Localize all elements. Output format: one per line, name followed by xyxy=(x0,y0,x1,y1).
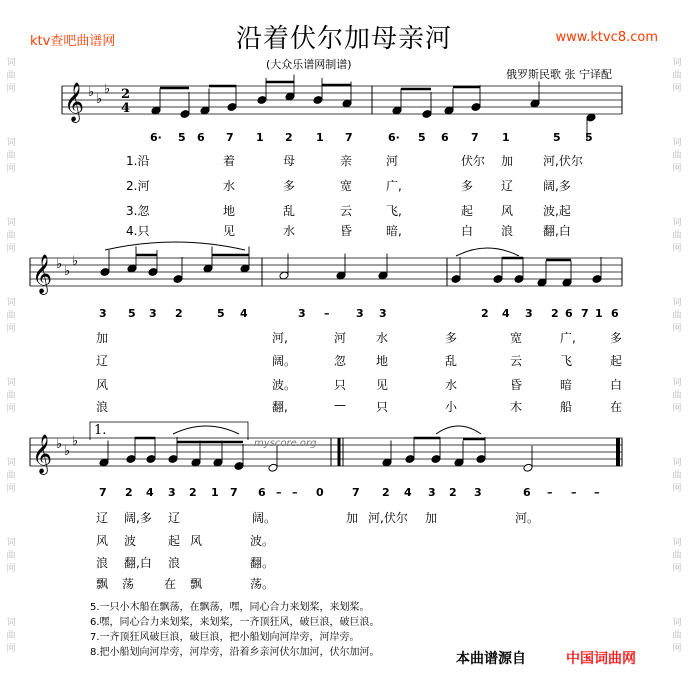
jianpu-note: 6 xyxy=(611,307,619,320)
lyric-syllable: 浪 xyxy=(501,224,514,238)
side-watermark-char: 曲 xyxy=(672,151,682,161)
jianpu-note: 2 xyxy=(285,131,293,144)
lyric-syllable: 阔,多 xyxy=(124,511,152,525)
jianpu-note: 5 xyxy=(217,307,225,320)
jianpu-note: 5 xyxy=(553,131,561,144)
lyric-syllable: 宽 xyxy=(340,179,353,193)
jianpu-note: 5 xyxy=(178,131,186,144)
jianpu-note: 6· xyxy=(388,131,400,144)
jianpu-note: 3 xyxy=(99,307,107,320)
lyric-syllable: 加 xyxy=(96,331,109,345)
lyric-syllable: 荡。 xyxy=(250,577,275,591)
side-watermark-char: 曲 xyxy=(672,551,682,561)
lyric-syllable: 宽 xyxy=(510,331,523,345)
jianpu-note: 7 xyxy=(471,131,479,144)
time-signature-digit: 2 xyxy=(121,87,131,102)
jianpu-note: 7 xyxy=(352,486,360,499)
jianpu-note: 3 xyxy=(525,307,533,320)
side-watermark-char: 词 xyxy=(672,538,682,548)
flat-sign: ♭ xyxy=(64,264,71,279)
jianpu-note: 2 xyxy=(175,307,183,320)
verse-line: 6.嘿，同心合力来划桨，来划桨，一齐顶狂风，破巨浪，破巨浪。 xyxy=(90,617,380,628)
lyric-syllable: 水 xyxy=(376,331,389,345)
score-domain-watermark: myscore.org xyxy=(254,438,317,449)
lyric-syllable: 多 xyxy=(610,331,623,345)
jianpu-note: 5 xyxy=(418,131,426,144)
lyric-syllable: 暗, xyxy=(386,224,402,238)
side-watermark-char: 曲 xyxy=(6,471,16,481)
lyric-syllable: 飞, xyxy=(386,204,402,218)
side-watermark-char: 曲 xyxy=(6,71,16,81)
flat-sign: ♭ xyxy=(72,254,79,269)
side-watermark-char: 网 xyxy=(6,564,16,574)
lyric-syllable: 云 xyxy=(340,204,353,218)
jianpu-note: 2 xyxy=(125,486,133,499)
note-head xyxy=(168,455,178,464)
lyric-syllable: 辽 xyxy=(168,511,181,525)
lyric-syllable: — xyxy=(334,398,346,412)
side-watermark-char: 曲 xyxy=(672,231,682,241)
side-watermark-char: 网 xyxy=(672,84,682,94)
lyric-syllable: 白 xyxy=(461,224,474,238)
side-watermark-char: 词 xyxy=(6,378,16,388)
lyric-syllable: 小 xyxy=(445,400,458,414)
lyric-syllable: 荡 xyxy=(122,577,135,591)
lyric-syllable: 风 xyxy=(96,534,109,548)
lyric-syllable: 暗 xyxy=(560,378,573,392)
side-watermark-char: 词 xyxy=(672,378,682,388)
lyric-syllable: 水 xyxy=(223,179,236,193)
lyric-syllable: 地 xyxy=(223,204,236,218)
treble-clef: 𝄞 xyxy=(32,434,53,474)
side-watermark-char: 网 xyxy=(672,164,682,174)
side-watermark-char: 曲 xyxy=(6,151,16,161)
jianpu-note: 3 xyxy=(379,307,387,320)
side-watermark-char: 网 xyxy=(672,324,682,334)
lyric-syllable: 加 xyxy=(501,154,514,168)
lyric-syllable: 翻。 xyxy=(250,556,275,570)
jianpu-note: 1 xyxy=(595,307,603,320)
lyric-syllable: 起 xyxy=(610,354,623,368)
verse-line: 8.把小船划向河岸旁，河岸旁，沿着乡亲河伏尔加河，伏尔加河。 xyxy=(90,647,380,658)
lyric-syllable: 河,伏尔 xyxy=(368,511,408,525)
lyric-syllable: 1.沿 xyxy=(126,154,150,168)
lyric-syllable: 飞 xyxy=(560,354,573,368)
jianpu-note: 6 xyxy=(258,486,266,499)
lyric-syllable: 浪 xyxy=(96,556,109,570)
jianpu-note: 3 xyxy=(428,486,436,499)
note-head xyxy=(451,275,461,284)
note-head xyxy=(514,275,524,284)
jianpu-note: 0 xyxy=(316,486,324,499)
lyric-syllable: 多 xyxy=(283,179,296,193)
lyric-syllable: 辽 xyxy=(96,354,109,368)
jianpu-note: 6 xyxy=(197,131,205,144)
side-watermark-char: 网 xyxy=(6,324,16,334)
side-watermark-char: 词 xyxy=(672,618,682,628)
source-site: 中国词曲网 xyxy=(566,651,636,667)
jianpu-note: – xyxy=(276,486,282,499)
lyric-syllable: 多 xyxy=(461,179,474,193)
lyric-syllable: 翻, xyxy=(272,400,288,414)
jianpu-note: 5 xyxy=(585,131,593,144)
lyric-syllable: 乱 xyxy=(283,204,296,218)
side-watermark-char: 网 xyxy=(6,644,16,654)
jianpu-note: 3 xyxy=(474,486,482,499)
side-watermark-char: 词 xyxy=(672,458,682,468)
side-watermark-char: 曲 xyxy=(6,231,16,241)
lyric-syllable: 3.忽 xyxy=(126,204,150,218)
flat-sign: ♭ xyxy=(96,92,103,107)
lyric-syllable: 起 xyxy=(168,534,181,548)
side-watermark-char: 曲 xyxy=(6,311,16,321)
jianpu-note: 1 xyxy=(502,131,510,144)
side-watermark-char: 曲 xyxy=(672,471,682,481)
lyric-syllable: 地 xyxy=(376,354,389,368)
jianpu-note: – xyxy=(292,486,298,499)
note-head xyxy=(234,462,244,471)
side-watermark-char: 词 xyxy=(6,458,16,468)
side-watermark-char: 网 xyxy=(6,84,16,94)
lyric-syllable: 翻,白 xyxy=(124,556,152,570)
lyric-syllable: 船 xyxy=(560,400,573,414)
jianpu-note: 2 xyxy=(382,486,390,499)
note-head xyxy=(493,275,503,284)
lyric-syllable: 阔。 xyxy=(272,354,297,368)
site-name-left: ktv查吧曲谱网 xyxy=(30,34,116,49)
jianpu-note: 6· xyxy=(150,131,162,144)
side-watermark-char: 曲 xyxy=(6,391,16,401)
side-watermark-char: 曲 xyxy=(672,391,682,401)
lyric-syllable: 白 xyxy=(610,378,623,392)
jianpu-note: 3 xyxy=(168,486,176,499)
lyric-syllable: 加 xyxy=(346,511,359,525)
note-head xyxy=(180,110,190,119)
slur xyxy=(105,242,245,250)
side-watermark-char: 词 xyxy=(6,218,16,228)
jianpu-note: – xyxy=(547,486,553,499)
side-watermark-char: 网 xyxy=(6,484,16,494)
side-watermark-char: 网 xyxy=(672,244,682,254)
note-head xyxy=(592,275,602,284)
song-credit: 俄罗斯民歌 张 宁译配 xyxy=(506,68,612,81)
jianpu-note: 2 xyxy=(189,486,197,499)
lyric-syllable: 4.只 xyxy=(126,224,150,238)
lyric-syllable: 水 xyxy=(445,378,458,392)
lyric-syllable: 翻,白 xyxy=(543,224,571,238)
flat-sign: ♭ xyxy=(64,444,71,459)
jianpu-note: 1 xyxy=(211,486,219,499)
note-head xyxy=(405,455,415,464)
lyric-syllable: 在 xyxy=(610,400,623,414)
lyric-syllable: 亲 xyxy=(340,154,353,168)
lyric-syllable: 忽 xyxy=(334,354,347,368)
note-head xyxy=(126,455,136,464)
lyric-syllable: 浪 xyxy=(96,400,109,414)
lyric-syllable: 波。 xyxy=(250,534,275,548)
flat-sign: ♭ xyxy=(56,437,63,452)
note-head xyxy=(173,275,183,284)
lyric-syllable: 风 xyxy=(501,204,514,218)
lyric-syllable: 多 xyxy=(445,331,458,345)
side-watermark-char: 词 xyxy=(672,298,682,308)
flat-sign: ♭ xyxy=(104,82,111,97)
lyric-syllable: 见 xyxy=(223,224,236,238)
lyric-syllable: 飘 xyxy=(96,577,109,591)
lyric-syllable: 阔,多 xyxy=(543,179,571,193)
lyric-syllable: 波,起 xyxy=(543,204,571,218)
lyric-syllable: 河 xyxy=(334,331,347,345)
lyric-syllable: 浪 xyxy=(168,556,181,570)
side-watermark-char: 网 xyxy=(6,244,16,254)
side-watermark-char: 词 xyxy=(6,138,16,148)
jianpu-note: 7 xyxy=(345,131,353,144)
side-watermark-char: 网 xyxy=(6,164,16,174)
lyric-syllable: 只 xyxy=(376,400,389,414)
lyric-syllable: 云 xyxy=(510,354,523,368)
side-watermark-char: 网 xyxy=(672,644,682,654)
side-watermark-char: 曲 xyxy=(672,631,682,641)
flat-sign: ♭ xyxy=(88,85,95,100)
lyric-syllable: 辽 xyxy=(96,511,109,525)
flat-sign: ♭ xyxy=(56,257,63,272)
lyric-syllable: 2.河 xyxy=(126,179,150,193)
side-watermark-char: 词 xyxy=(672,138,682,148)
note-head xyxy=(476,455,486,464)
lyric-syllable: 风 xyxy=(190,534,203,548)
lyric-syllable: 水 xyxy=(283,224,296,238)
jianpu-note: 3 xyxy=(149,307,157,320)
jianpu-note: 6 xyxy=(565,307,573,320)
lyric-syllable: 阔。 xyxy=(252,511,277,525)
lyric-syllable: 伏尔 xyxy=(461,154,486,168)
lyric-syllable: 风 xyxy=(96,378,109,392)
note-head xyxy=(422,110,432,119)
lyric-syllable: 昏 xyxy=(510,378,523,392)
jianpu-note: 3 xyxy=(356,307,364,320)
note-head xyxy=(471,103,481,112)
lyric-syllable: 母 xyxy=(283,154,296,168)
lyric-syllable: 波 xyxy=(124,534,137,548)
treble-clef: 𝄞 xyxy=(32,254,53,294)
verse-line: 5.一只小木船在飘荡，在飘荡，嘿，同心合力来划桨，来划桨。 xyxy=(90,602,370,613)
jianpu-note: 7 xyxy=(226,131,234,144)
site-url-right: www.ktvc8.com xyxy=(555,30,658,45)
lyric-syllable: 河。 xyxy=(515,511,540,525)
side-watermark-char: 网 xyxy=(6,404,16,414)
jianpu-note: 1 xyxy=(316,131,324,144)
side-watermark-char: 词 xyxy=(6,298,16,308)
lyric-syllable: 广, xyxy=(560,331,576,345)
note-head xyxy=(257,96,267,105)
jianpu-note: 5 xyxy=(128,307,136,320)
jianpu-note: – xyxy=(571,486,577,499)
slur xyxy=(173,426,239,434)
jianpu-note: 2 xyxy=(551,307,559,320)
note-head xyxy=(431,455,441,464)
lyric-syllable: 河,伏尔 xyxy=(543,154,583,168)
time-signature-digit: 4 xyxy=(121,101,131,116)
lyric-syllable: 波。 xyxy=(272,378,297,392)
lyric-syllable: 辽 xyxy=(501,179,514,193)
jianpu-note: 7 xyxy=(581,307,589,320)
jianpu-note: 7 xyxy=(99,486,107,499)
treble-clef: 𝄞 xyxy=(64,82,85,122)
lyric-syllable: 乱 xyxy=(445,354,458,368)
verse-line: 7.一齐顶狂风破巨浪，破巨浪，把小船划向河岸旁，河岸旁。 xyxy=(90,632,360,643)
side-watermark-char: 词 xyxy=(672,218,682,228)
lyric-syllable: 只 xyxy=(334,378,347,392)
side-watermark-char: 曲 xyxy=(672,311,682,321)
note-head xyxy=(227,103,237,112)
lyric-syllable: 昏 xyxy=(340,224,353,238)
jianpu-note: 6 xyxy=(523,486,531,499)
volta-label: 1. xyxy=(94,423,107,438)
lyric-syllable: 飘 xyxy=(190,577,203,591)
jianpu-note: 4 xyxy=(404,486,412,499)
lyric-syllable: 在 xyxy=(164,577,177,591)
jianpu-note: 2 xyxy=(449,486,457,499)
flat-sign: ♭ xyxy=(72,434,79,449)
song-title: 沿着伏尔加母亲河 xyxy=(235,24,452,54)
note-head xyxy=(523,463,533,472)
jianpu-note: – xyxy=(324,307,330,320)
volta-bracket xyxy=(90,422,248,440)
jianpu-note: 7 xyxy=(230,486,238,499)
jianpu-note: 4 xyxy=(502,307,510,320)
side-watermark-char: 网 xyxy=(672,484,682,494)
note-head xyxy=(148,268,158,277)
slur xyxy=(436,426,481,434)
note-head xyxy=(268,463,278,472)
side-watermark-char: 词 xyxy=(6,618,16,628)
jianpu-note: 2 xyxy=(481,307,489,320)
score-subtitle: (大众乐谱网制谱) xyxy=(266,58,352,71)
slur xyxy=(456,248,519,256)
side-watermark-char: 曲 xyxy=(672,71,682,81)
side-watermark-char: 网 xyxy=(672,564,682,574)
lyric-syllable: 见 xyxy=(376,378,389,392)
side-watermark-char: 词 xyxy=(672,58,682,68)
note-head xyxy=(100,268,110,277)
lyric-syllable: 木 xyxy=(510,400,523,414)
jianpu-note: 1 xyxy=(256,131,264,144)
jianpu-note: – xyxy=(594,486,600,499)
side-watermark-char: 曲 xyxy=(6,631,16,641)
jianpu-note: 4 xyxy=(146,486,154,499)
jianpu-note: 4 xyxy=(240,307,248,320)
note-head xyxy=(146,455,156,464)
lyric-syllable: 加 xyxy=(425,511,438,525)
lyric-syllable: 着 xyxy=(223,154,236,168)
side-watermark-char: 词 xyxy=(6,538,16,548)
lyric-syllable: 河, xyxy=(272,331,288,345)
side-watermark-char: 曲 xyxy=(6,551,16,561)
note-head xyxy=(313,96,323,105)
source-label: 本曲谱源自 xyxy=(456,651,526,667)
jianpu-note: 6 xyxy=(441,131,449,144)
lyric-syllable: 起 xyxy=(461,204,474,218)
side-watermark-char: 网 xyxy=(672,404,682,414)
side-watermark-char: 词 xyxy=(6,58,16,68)
lyric-syllable: 广, xyxy=(386,179,402,193)
lyric-syllable: 河 xyxy=(386,154,399,168)
jianpu-note: 3 xyxy=(298,307,306,320)
